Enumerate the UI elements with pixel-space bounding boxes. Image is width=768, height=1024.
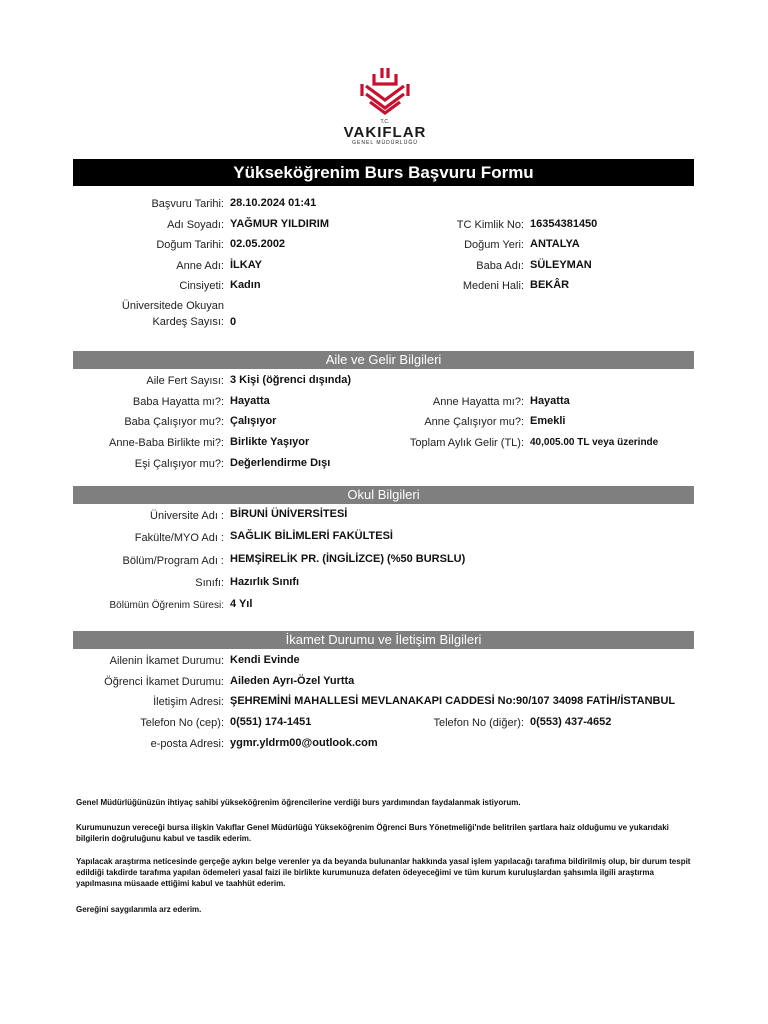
siblings-value: 0	[230, 316, 237, 328]
class-label: Sınıfı:	[195, 577, 224, 589]
statement-paragraph-4: Gereğini saygılarımla arz ederim.	[76, 905, 202, 914]
parents-together-label: Anne-Baba Birlikte mi?:	[109, 437, 224, 449]
phone-other-label: Telefon No (diğer):	[433, 717, 524, 729]
student-residence-value: Aileden Ayrı-Özel Yurtta	[230, 675, 355, 687]
vakiflar-logo	[340, 66, 430, 160]
father-alive-label: Baba Hayatta mı?:	[132, 396, 224, 408]
household-value: 3 Kişi (öğrenci dışında)	[230, 374, 352, 386]
mother-working-value: Emekli	[530, 415, 566, 427]
father-working-value: Çalışıyor	[230, 415, 277, 427]
logo-brand-text: VAKIFLAR	[343, 124, 427, 141]
program-label: Bölüm/Program Adı :	[122, 555, 224, 567]
birth-date-value: 02.05.2002	[230, 238, 286, 250]
phone-other-value: 0(553) 437-4652	[530, 716, 612, 728]
faculty-value: SAĞLIK BİLİMLERİ FAKÜLTESİ	[230, 530, 393, 542]
name-label: Adı Soyadı:	[167, 219, 224, 231]
tc-value: 16354381450	[530, 218, 598, 230]
form-title: Yükseköğrenim Burs Başvuru Formu	[73, 159, 694, 186]
marital-label: Medeni Hali:	[462, 280, 524, 292]
duration-value: 4 Yıl	[230, 598, 253, 610]
university-value: BİRUNİ ÜNİVERSİTESİ	[230, 508, 348, 520]
mother-alive-label: Anne Hayatta mı?:	[432, 396, 524, 408]
father-working-label: Baba Çalışıyor mu?:	[124, 416, 224, 428]
family-residence-value: Kendi Evinde	[230, 654, 300, 666]
income-value: 40,005.00 TL veya üzerinde	[530, 437, 659, 448]
class-value: Hazırlık Sınıfı	[230, 576, 300, 588]
birth-place-label: Doğum Yeri:	[464, 239, 524, 251]
statement-paragraph-3: Yapılacak araştırma neticesinde gerçeğe aykırı belge verenler ya da beyanda bulunanlar hakkında yasal işlem yapılacağı tarafıma bildirilmiş olup, bir durum tespit edildiği takdirde tarafıma yapılan ödemeleri yasal faizi ile birlikte kurumunuza defaten ödeyeceğimi ve tüm kurum kuruluşlardan şahsımla ilgili araştırma yapılmasına müsaade ettiğimi kabul ve taahhüt ederim.	[76, 857, 691, 888]
parents-together-value: Birlikte Yaşıyor	[230, 436, 310, 448]
program-value: HEMŞİRELİK PR. (İNGİLİZCE) (%50 BURSLU)	[230, 553, 466, 565]
tc-label: TC Kimlik No:	[456, 219, 524, 231]
family-residence-label: Ailenin İkamet Durumu:	[109, 655, 224, 667]
mother-alive-value: Hayatta	[530, 395, 570, 407]
vakiflar-emblem-icon	[360, 66, 410, 118]
application-date-label: Başvuru Tarihi:	[151, 198, 224, 210]
spouse-working-label: Eşi Çalışıyor mu?:	[134, 458, 224, 470]
student-residence-label: Öğrenci İkamet Durumu:	[104, 676, 224, 688]
phone-mobile-label: Telefon No (cep):	[140, 717, 224, 729]
address-label: İletişim Adresi:	[153, 696, 224, 708]
household-label: Aile Fert Sayısı:	[146, 375, 224, 387]
contact-section-header: İkamet Durumu ve İletişim Bilgileri	[73, 631, 694, 649]
spouse-working-value: Değerlendirme Dışı	[230, 457, 331, 469]
duration-label: Bölümün Öğrenim Süresi:	[109, 600, 224, 611]
mother-name-label: Anne Adı:	[176, 260, 224, 272]
address-value: ŞEHREMİNİ MAHALLESİ MEVLANAKAPI CADDESİ No:90/107 34098 FATİH/İSTANBUL	[230, 695, 676, 707]
income-label: Toplam Aylık Gelir (TL):	[409, 437, 524, 449]
siblings-label-line1: Üniversitede Okuyan	[121, 300, 224, 312]
statement-paragraph-2: Kurumunuzun vereceği bursa ilişkin Vakıflar Genel Müdürlüğü Yükseköğrenim Öğrenci Burs Yönetmeliği'nde belitrilen şartlara haiz olduğumu ve yukarıdaki bilgilerin doğruluğunu kabul ve tasdik ederim.	[76, 823, 669, 843]
statement-paragraph-1: Genel Müdürlüğünüzün ihtiyaç sahibi yükseköğrenim öğrencilerine verdiği burs yardımından faydalanmak istiyorum.	[76, 798, 521, 807]
birth-place-value: ANTALYA	[530, 238, 580, 250]
name-value: YAĞMUR YILDIRIM	[230, 218, 330, 230]
phone-mobile-value: 0(551) 174-1451	[230, 716, 312, 728]
school-section-header: Okul Bilgileri	[73, 486, 694, 504]
logo-subtitle-text: GENEL MÜDÜRLÜĞÜ	[352, 140, 418, 146]
email-label: e-posta Adresi:	[150, 738, 224, 750]
mother-working-label: Anne Çalışıyor mu?:	[424, 416, 524, 428]
siblings-label-line2: Kardeş Sayısı:	[152, 316, 224, 328]
email-value: ygmr.yldrm00@outlook.com	[230, 737, 378, 749]
father-name-label: Baba Adı:	[476, 260, 524, 272]
application-date-value: 28.10.2024 01:41	[230, 197, 317, 209]
faculty-label: Fakülte/MYO Adı :	[134, 532, 224, 544]
father-alive-value: Hayatta	[230, 395, 270, 407]
marital-value: BEKÂR	[530, 279, 570, 291]
mother-name-value: İLKAY	[230, 259, 262, 271]
birth-date-label: Doğum Tarihi:	[156, 239, 224, 251]
family-section-header: Aile ve Gelir Bilgileri	[73, 351, 694, 369]
gender-value: Kadın	[230, 279, 261, 291]
father-name-value: SÜLEYMAN	[530, 259, 592, 271]
logo-tc-text: T.C.	[380, 119, 390, 125]
university-label: Üniversite Adı :	[150, 510, 224, 522]
gender-label: Cinsiyeti:	[179, 280, 224, 292]
